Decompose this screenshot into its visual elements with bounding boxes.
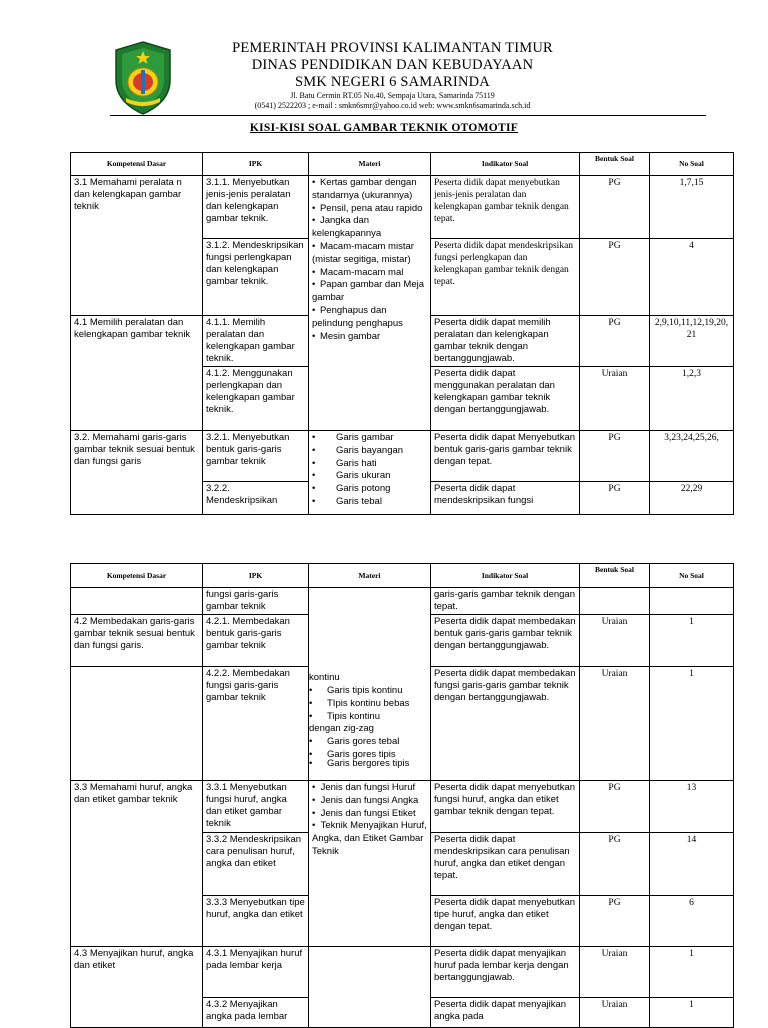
indikator-cell: Peserta didik dapat membedakan bentuk garis-garis gambar teknik dengan bertanggungjawab. xyxy=(431,615,580,667)
kd-cell: 3.1 Memahami peralata n dan kelengkapan gambar teknik xyxy=(71,176,203,316)
school-contact: (0541) 2522203 ; e-mail : smkn6smr@yahoo.co.id web: www.smkn6samarinda.sch.id xyxy=(254,101,531,110)
bentuk-cell: PG xyxy=(580,239,650,316)
no-soal-cell: 1 xyxy=(650,998,734,1028)
grid-table-page-2 xyxy=(70,563,734,1028)
header-ipk: IPK xyxy=(203,153,309,176)
ipk-cell: 4.2.1. Membedakan bentuk garis-garis gambar teknik xyxy=(203,615,309,667)
ipk-cell: 4.3.1 Menyajikan huruf pada lembar kerja xyxy=(203,947,309,998)
list-item: • Garis potong xyxy=(312,483,391,495)
indikator-cell: Peserta didik dapat menyajikan angka pada xyxy=(431,998,580,1028)
list-item: • Pensil, pena atau rapido xyxy=(312,202,423,214)
table-header-row xyxy=(71,153,734,176)
kd-cell: 4.2 Membedakan garis-garis gambar teknik sesuai bentuk dan fungsi garis. xyxy=(71,615,203,667)
garis-materi xyxy=(309,602,430,769)
table-header-row xyxy=(71,564,734,588)
indikator-cell: Peserta didik dapat mendeskripsikan cara penulisan huruf, angka dan etiket dengan tepat. xyxy=(431,833,580,896)
list-item: • Kertas gambar dengan standarnya (ukurannya) xyxy=(312,177,417,201)
ipk-cell: 4.3.2 Menyajikan angka pada lembar xyxy=(203,998,309,1028)
list-item: • Jenis dan fungsi Huruf xyxy=(312,782,416,793)
bentuk-cell: Uraian xyxy=(580,998,650,1028)
kd-cell: 3.2. Memahami garis-garis gambar teknik sesuai bentuk dan fungsi garis xyxy=(71,431,203,515)
table-row xyxy=(71,947,734,998)
huruf-materi xyxy=(312,782,427,859)
header-indikator: Indikator Soal xyxy=(431,564,580,588)
kd-cell: 4.1 Memilih peralatan dan kelengkapan gambar teknik xyxy=(71,316,203,431)
kd-cell: 4.3 Menyajikan huruf, angka dan etiket xyxy=(71,947,203,1028)
header-no: No Soal xyxy=(650,153,734,176)
ipk-cell: 3.2.1. Menyebutkan bentuk garis-garis gambar teknik xyxy=(203,431,309,482)
indikator-cell: Peserta didik dapat menyebutkan tipe huruf, angka dan etiket dengan tepat. xyxy=(431,896,580,947)
ipk-cell: 3.1.2. Mendeskripsikan fungsi perlengkapan dan kelengkapan gambar teknik. xyxy=(203,239,309,316)
no-soal-cell: 6 xyxy=(650,896,734,947)
bentuk-cell: Uraian xyxy=(580,947,650,998)
list-item: • Papan gambar dan Meja gambar xyxy=(312,279,425,304)
header-kd: Kompetensi Dasar xyxy=(71,153,203,176)
indikator-cell: Peserta didik dapat membedakan fungsi garis-garis gambar teknik dengan bertanggungjawab. xyxy=(431,667,580,781)
no-soal-cell: 1 xyxy=(650,667,734,781)
ipk-cell: 4.2.2. Membedakan fungsi garis-garis gambar teknik xyxy=(203,667,309,781)
ipk-cell: 4.1.2. Menggunakan perlengkapan dan kelengkapan gambar teknik. xyxy=(203,367,309,431)
list-item: • Jangka dan kelengkapannya xyxy=(312,215,382,240)
list-item: • TIpis kontinu bebas xyxy=(309,697,410,709)
indikator-cell: Peserta didik dapat mendeskripsikan fungsi xyxy=(431,482,580,515)
bentuk-cell: PG xyxy=(580,431,650,482)
header-materi: Materi xyxy=(309,153,431,176)
no-soal-cell: 3,23,24,25,26, xyxy=(650,431,734,482)
no-soal-cell: 13 xyxy=(650,781,734,833)
materi-cell xyxy=(309,588,431,781)
materi-cell xyxy=(309,176,431,431)
no-soal-cell: 1,2,3 xyxy=(650,367,734,431)
grid-table-page-1 xyxy=(70,152,734,515)
header-bentuk: Bentuk Soal xyxy=(580,564,650,588)
list-item: • Garis bergores tipis xyxy=(309,757,410,769)
no-soal-cell: 2,9,10,11,12,19,20, 21 xyxy=(650,316,734,367)
list-item: • Garis hati xyxy=(312,457,377,469)
list-item: • Garis gores tipis xyxy=(309,748,396,760)
province-emblem-logo xyxy=(112,40,174,116)
bentuk-cell: PG xyxy=(580,833,650,896)
bentuk-cell: PG xyxy=(580,781,650,833)
ipk-cell: 3.1.1. Menyebutkan jenis-jenis peralatan dan kelengkapan gambar teknik. xyxy=(203,176,309,239)
ipk-cell: 3.3.2 Mendeskripsikan cara penulisan huruf, angka dan etiket xyxy=(203,833,309,896)
bentuk-cell: PG xyxy=(580,896,650,947)
indikator-cell: Peserta didik dapat menggunakan peralatan dan kelengkapan gambar teknik dengan bertanggungjawab. xyxy=(431,367,580,431)
header-kd: Kompetensi Dasar xyxy=(71,564,203,588)
bentuk-cell xyxy=(580,588,650,615)
ipk-cell: 4.1.1. Memilih peralatan dan kelengkapan gambar teknik. xyxy=(203,316,309,367)
indikator-cell: Peserta didik dapat menyajikan huruf pada lembar kerja dengan bertanggungjawab. xyxy=(431,947,580,998)
indikator-cell: Peserta didik dapat mendeskripsikan fungsi perlengkapan dan kelengkapan gambar teknik dengan tepat. xyxy=(431,239,580,316)
materi-cell xyxy=(309,431,431,515)
bentuk-cell: Uraian xyxy=(580,667,650,781)
list-item: • Garis tebal xyxy=(312,495,382,507)
header-indikator: Indikator Soal xyxy=(431,153,580,176)
indikator-cell: Peserta didik dapat memilih peralatan dan kelengkapan gambar teknik dengan bertanggungjawab. xyxy=(431,316,580,367)
no-soal-cell: 1 xyxy=(650,615,734,667)
indikator-cell: garis-garis gambar teknik dengan tepat. xyxy=(431,588,580,615)
ipk-cell xyxy=(203,482,309,515)
ipk-text: 3.2.2. Mendeskripsikan xyxy=(206,483,278,506)
bentuk-cell: PG xyxy=(580,176,650,239)
list-item: • Jenis dan fungsi Etiket xyxy=(312,807,416,819)
no-soal-cell: 14 xyxy=(650,833,734,896)
kd-cell: 3.3 Memahami huruf, angka dan etiket gambar teknik xyxy=(71,781,203,947)
list-item: • Macam-macam mistar (mistar segitiga, mistar) xyxy=(312,240,414,265)
no-soal-cell: 1 xyxy=(650,947,734,998)
ipk-cell: 3.3.1 Menyebutkan fungsi huruf, angka dan etiket gambar teknik xyxy=(203,781,309,833)
table-row xyxy=(71,176,734,239)
list-item: dengan zig-zag xyxy=(309,723,374,735)
kd-cell xyxy=(71,667,203,781)
bentuk-cell: PG xyxy=(580,316,650,367)
garis-list xyxy=(312,432,427,509)
indikator-cell: Peserta didik dapat Menyebutkan bentuk garis-garis gambar teknik dengan tepat. xyxy=(431,431,580,482)
bentuk-cell: Uraian xyxy=(580,615,650,667)
bentuk-cell: Uraian xyxy=(580,367,650,431)
list-item: • Garis gores tebal xyxy=(309,736,400,748)
letterhead xyxy=(0,0,768,120)
list-item: • Mesin gambar xyxy=(312,330,381,342)
materi-list xyxy=(312,177,427,343)
government-name: PEMERINTAH PROVINSI KALIMANTAN TIMUR xyxy=(232,40,553,56)
table-row xyxy=(71,588,734,615)
materi-cell xyxy=(309,781,431,947)
no-soal-cell: 22,29 xyxy=(650,482,734,515)
table-row xyxy=(71,431,734,482)
list-item: • Garis gambar xyxy=(312,432,394,443)
no-soal-cell: 1,7,15 xyxy=(650,176,734,239)
indikator-cell: Peserta didik dapat menyebutkan fungsi huruf, angka dan etiket gambar teknik dengan tepat. xyxy=(431,781,580,833)
school-name: SMK NEGERI 6 SAMARINDA xyxy=(295,74,490,90)
letterhead-text xyxy=(190,40,595,111)
kd-cell xyxy=(71,588,203,615)
list-item: • Garis bayangan xyxy=(312,444,404,456)
list-item: • Tipis kontinu xyxy=(309,710,380,722)
list-item: • Penghapus dan pelindung penghapus xyxy=(312,304,403,329)
header-ipk: IPK xyxy=(203,564,309,588)
list-item: • Jenis dan fungsi Angka xyxy=(312,794,419,806)
list-item: kontinu xyxy=(309,672,340,684)
header-no: No Soal xyxy=(650,564,734,588)
no-soal-cell: 4 xyxy=(650,239,734,316)
no-soal-cell xyxy=(650,588,734,615)
materi-cell xyxy=(309,947,431,1028)
list-item: • Garis ukuran xyxy=(312,470,391,482)
bentuk-cell: PG xyxy=(580,482,650,515)
list-item: • Garis tipis kontinu xyxy=(309,685,403,696)
header-materi: Materi xyxy=(309,564,431,588)
table-row xyxy=(71,781,734,833)
letterhead-divider xyxy=(110,115,706,116)
agency-name: DINAS PENDIDIKAN DAN KEBUDAYAAN xyxy=(251,57,534,73)
document-title: KISI-KISI SOAL GAMBAR TEKNIK OTOMOTIF xyxy=(249,122,519,134)
ipk-cell: 3.3.3 Menyebutkan tipe huruf, angka dan etiket xyxy=(203,896,309,947)
list-item: • Macam-macam mal xyxy=(312,266,404,278)
ipk-cell: fungsi garis-garis gambar teknik xyxy=(203,588,309,615)
indikator-cell: Peserta didik dapat menyebutkan jenis-jenis peralatan dan kelengkapan gambar teknik dengan tepat. xyxy=(431,176,580,239)
list-item: • Teknik Menyajikan Huruf, Angka, dan Etiket Gambar Teknik xyxy=(312,820,427,857)
header-bentuk: Bentuk Soal xyxy=(580,153,650,176)
school-address: Jl. Batu Cermin RT.05 No.40, Sempaja Utara, Samarinda 75119 xyxy=(290,91,495,100)
